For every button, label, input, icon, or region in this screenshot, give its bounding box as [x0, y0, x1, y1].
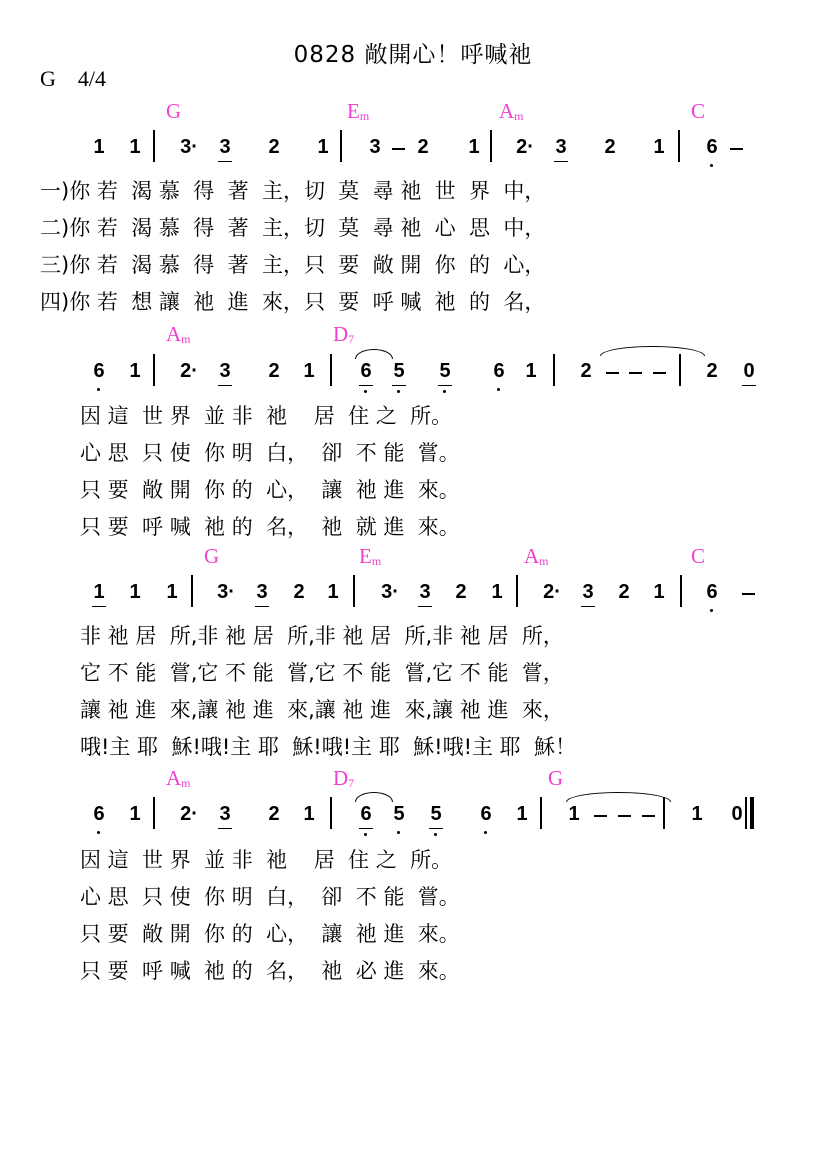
dash-extension — [642, 815, 655, 817]
note: 6 — [357, 360, 375, 383]
chord-symbol: C — [691, 544, 706, 568]
lyric-line: 它 不 能 嘗,它 不 能 嘗,它 不 能 嘗,它 不 能 嘗， — [80, 661, 564, 685]
key-signature — [40, 66, 128, 92]
barline — [745, 797, 747, 829]
lyric-line: 哦!主 耶 穌!哦!主 耶 穌!哦!主 耶 穌!哦!主 耶 穌！ — [80, 735, 577, 759]
lyric-line: 只 要 呼 喊 祂 的 名， 祂 必 進 來。 — [80, 959, 460, 983]
note: 1 — [653, 136, 665, 158]
note: 1 — [93, 136, 105, 158]
chord-symbol: $A_m$ — [166, 322, 191, 346]
note: 0 — [740, 360, 758, 383]
dash-extension — [606, 372, 619, 374]
note: 1 — [327, 581, 339, 603]
lyric-line: 讓 祂 進 來,讓 祂 進 來,讓 祂 進 來,讓 祂 進 來， — [80, 698, 564, 722]
chord-symbol: $A_m$ — [499, 99, 524, 123]
note: 6 — [477, 803, 495, 826]
key-label: G — [40, 66, 56, 91]
lyric-line: 只 要 敞 開 你 的 心， 讓 祂 進 來。 — [80, 922, 460, 946]
dash-extension — [653, 372, 666, 374]
note: 2 — [455, 581, 467, 603]
note: 0 — [731, 803, 743, 825]
note: 2 — [618, 581, 630, 603]
chord-symbol: $D_7$ — [333, 766, 355, 790]
note: 1 — [691, 803, 703, 825]
tie-slur — [355, 349, 393, 359]
barline — [540, 797, 542, 829]
chord-symbol: G — [204, 544, 220, 568]
dash-extension — [629, 372, 642, 374]
note: 2 — [268, 803, 280, 825]
barline — [330, 797, 332, 829]
barline — [490, 130, 492, 162]
chord-symbol: $A_m$ — [166, 766, 191, 790]
note: 3 — [369, 136, 381, 158]
chord-symbol: $D_7$ — [333, 322, 355, 346]
note: 6 — [357, 803, 375, 826]
note: 1 — [468, 136, 480, 158]
note: 1 — [129, 360, 141, 382]
note: 1 — [129, 136, 141, 158]
note: 3· — [381, 581, 399, 603]
note: 1 — [166, 581, 178, 603]
final-barline — [750, 797, 754, 829]
note: 1 — [129, 581, 141, 603]
note: 1 — [516, 803, 528, 825]
note: 2· — [516, 136, 534, 158]
barline — [516, 575, 518, 607]
dash-extension — [730, 148, 743, 150]
note: 1 — [491, 581, 503, 603]
note: 1 — [129, 803, 141, 825]
tie-slur — [600, 346, 705, 356]
lyric-line: 三)你 若 渴 慕 得 著 主，只 要 敞 開 你 的 心， — [40, 253, 546, 277]
note: 6 — [90, 360, 108, 383]
note: 3· — [217, 581, 235, 603]
barline — [678, 130, 680, 162]
note: 1 — [303, 360, 315, 382]
tie-slur — [355, 792, 393, 802]
note: 3· — [180, 136, 198, 158]
note: 2· — [180, 803, 198, 825]
note: 5 — [390, 803, 408, 826]
note: 2 — [417, 136, 429, 158]
note: 3 — [579, 581, 597, 604]
note: 1 — [303, 803, 315, 825]
note: 3 — [216, 360, 234, 383]
tie-slur — [566, 792, 671, 802]
lyric-line: 因 這 世 界 並 非 祂 居 住 之 所。 — [80, 848, 453, 872]
note: 5 — [427, 803, 445, 826]
note: 2· — [180, 360, 198, 382]
note: 2 — [580, 360, 592, 382]
note: 2 — [604, 136, 616, 158]
note: 1 — [568, 803, 580, 825]
chord-symbol: C — [691, 99, 706, 123]
note: 3 — [216, 136, 234, 159]
barline — [153, 130, 155, 162]
chord-symbol: G — [166, 99, 182, 123]
note: 6 — [90, 803, 108, 826]
barline — [153, 797, 155, 829]
barline — [353, 575, 355, 607]
note: 5 — [390, 360, 408, 383]
note: 3 — [216, 803, 234, 826]
lyric-line: 非 祂 居 所,非 祂 居 所,非 祂 居 所,非 祂 居 所， — [80, 624, 564, 648]
barline — [153, 354, 155, 386]
barline — [191, 575, 193, 607]
note: 2 — [706, 360, 718, 382]
barline — [340, 130, 342, 162]
lyric-line: 只 要 呼 喊 祂 的 名， 祂 就 進 來。 — [80, 515, 460, 539]
chord-symbol: $A_m$ — [524, 544, 549, 568]
chord-symbol: $E_m$ — [347, 99, 370, 123]
barline — [680, 575, 682, 607]
note: 1 — [317, 136, 329, 158]
dash-extension — [392, 148, 405, 150]
note: 1 — [90, 581, 108, 604]
barline — [553, 354, 555, 386]
note: 2 — [268, 360, 280, 382]
lyric-line: 只 要 敞 開 你 的 心， 讓 祂 進 來。 — [80, 478, 460, 502]
chord-symbol: $E_m$ — [359, 544, 382, 568]
dash-extension — [594, 815, 607, 817]
lyric-line: 二)你 若 渴 慕 得 著 主，切 莫 尋 祂 心 思 中， — [40, 216, 546, 240]
note: 6 — [703, 136, 721, 159]
note: 1 — [525, 360, 537, 382]
lyric-line: 四)你 若 想 讓 祂 進 來，只 要 呼 喊 祂 的 名， — [40, 290, 546, 314]
lyric-line: 心 思 只 使 你 明 白， 卻 不 能 嘗。 — [80, 885, 460, 909]
note: 1 — [653, 581, 665, 603]
note: 5 — [436, 360, 454, 383]
note: 2· — [543, 581, 561, 603]
time-signature: 4/4 — [77, 66, 107, 91]
note: 3 — [253, 581, 271, 604]
song-title: 0828 敞開心！呼喊祂 — [293, 42, 533, 68]
chord-symbol: G — [548, 766, 564, 790]
note: 6 — [703, 581, 721, 604]
barline — [330, 354, 332, 386]
lyric-line: 心 思 只 使 你 明 白， 卻 不 能 嘗。 — [80, 441, 460, 465]
lyric-line: 因 這 世 界 並 非 祂 居 住 之 所。 — [80, 404, 453, 428]
note: 2 — [268, 136, 280, 158]
note: 2 — [293, 581, 305, 603]
dash-extension — [742, 593, 755, 595]
note: 6 — [490, 360, 508, 383]
dash-extension — [618, 815, 631, 817]
barline — [679, 354, 681, 386]
note: 3 — [416, 581, 434, 604]
note: 3 — [552, 136, 570, 159]
lyric-line: 一)你 若 渴 慕 得 著 主，切 莫 尋 祂 世 界 中， — [40, 179, 546, 203]
